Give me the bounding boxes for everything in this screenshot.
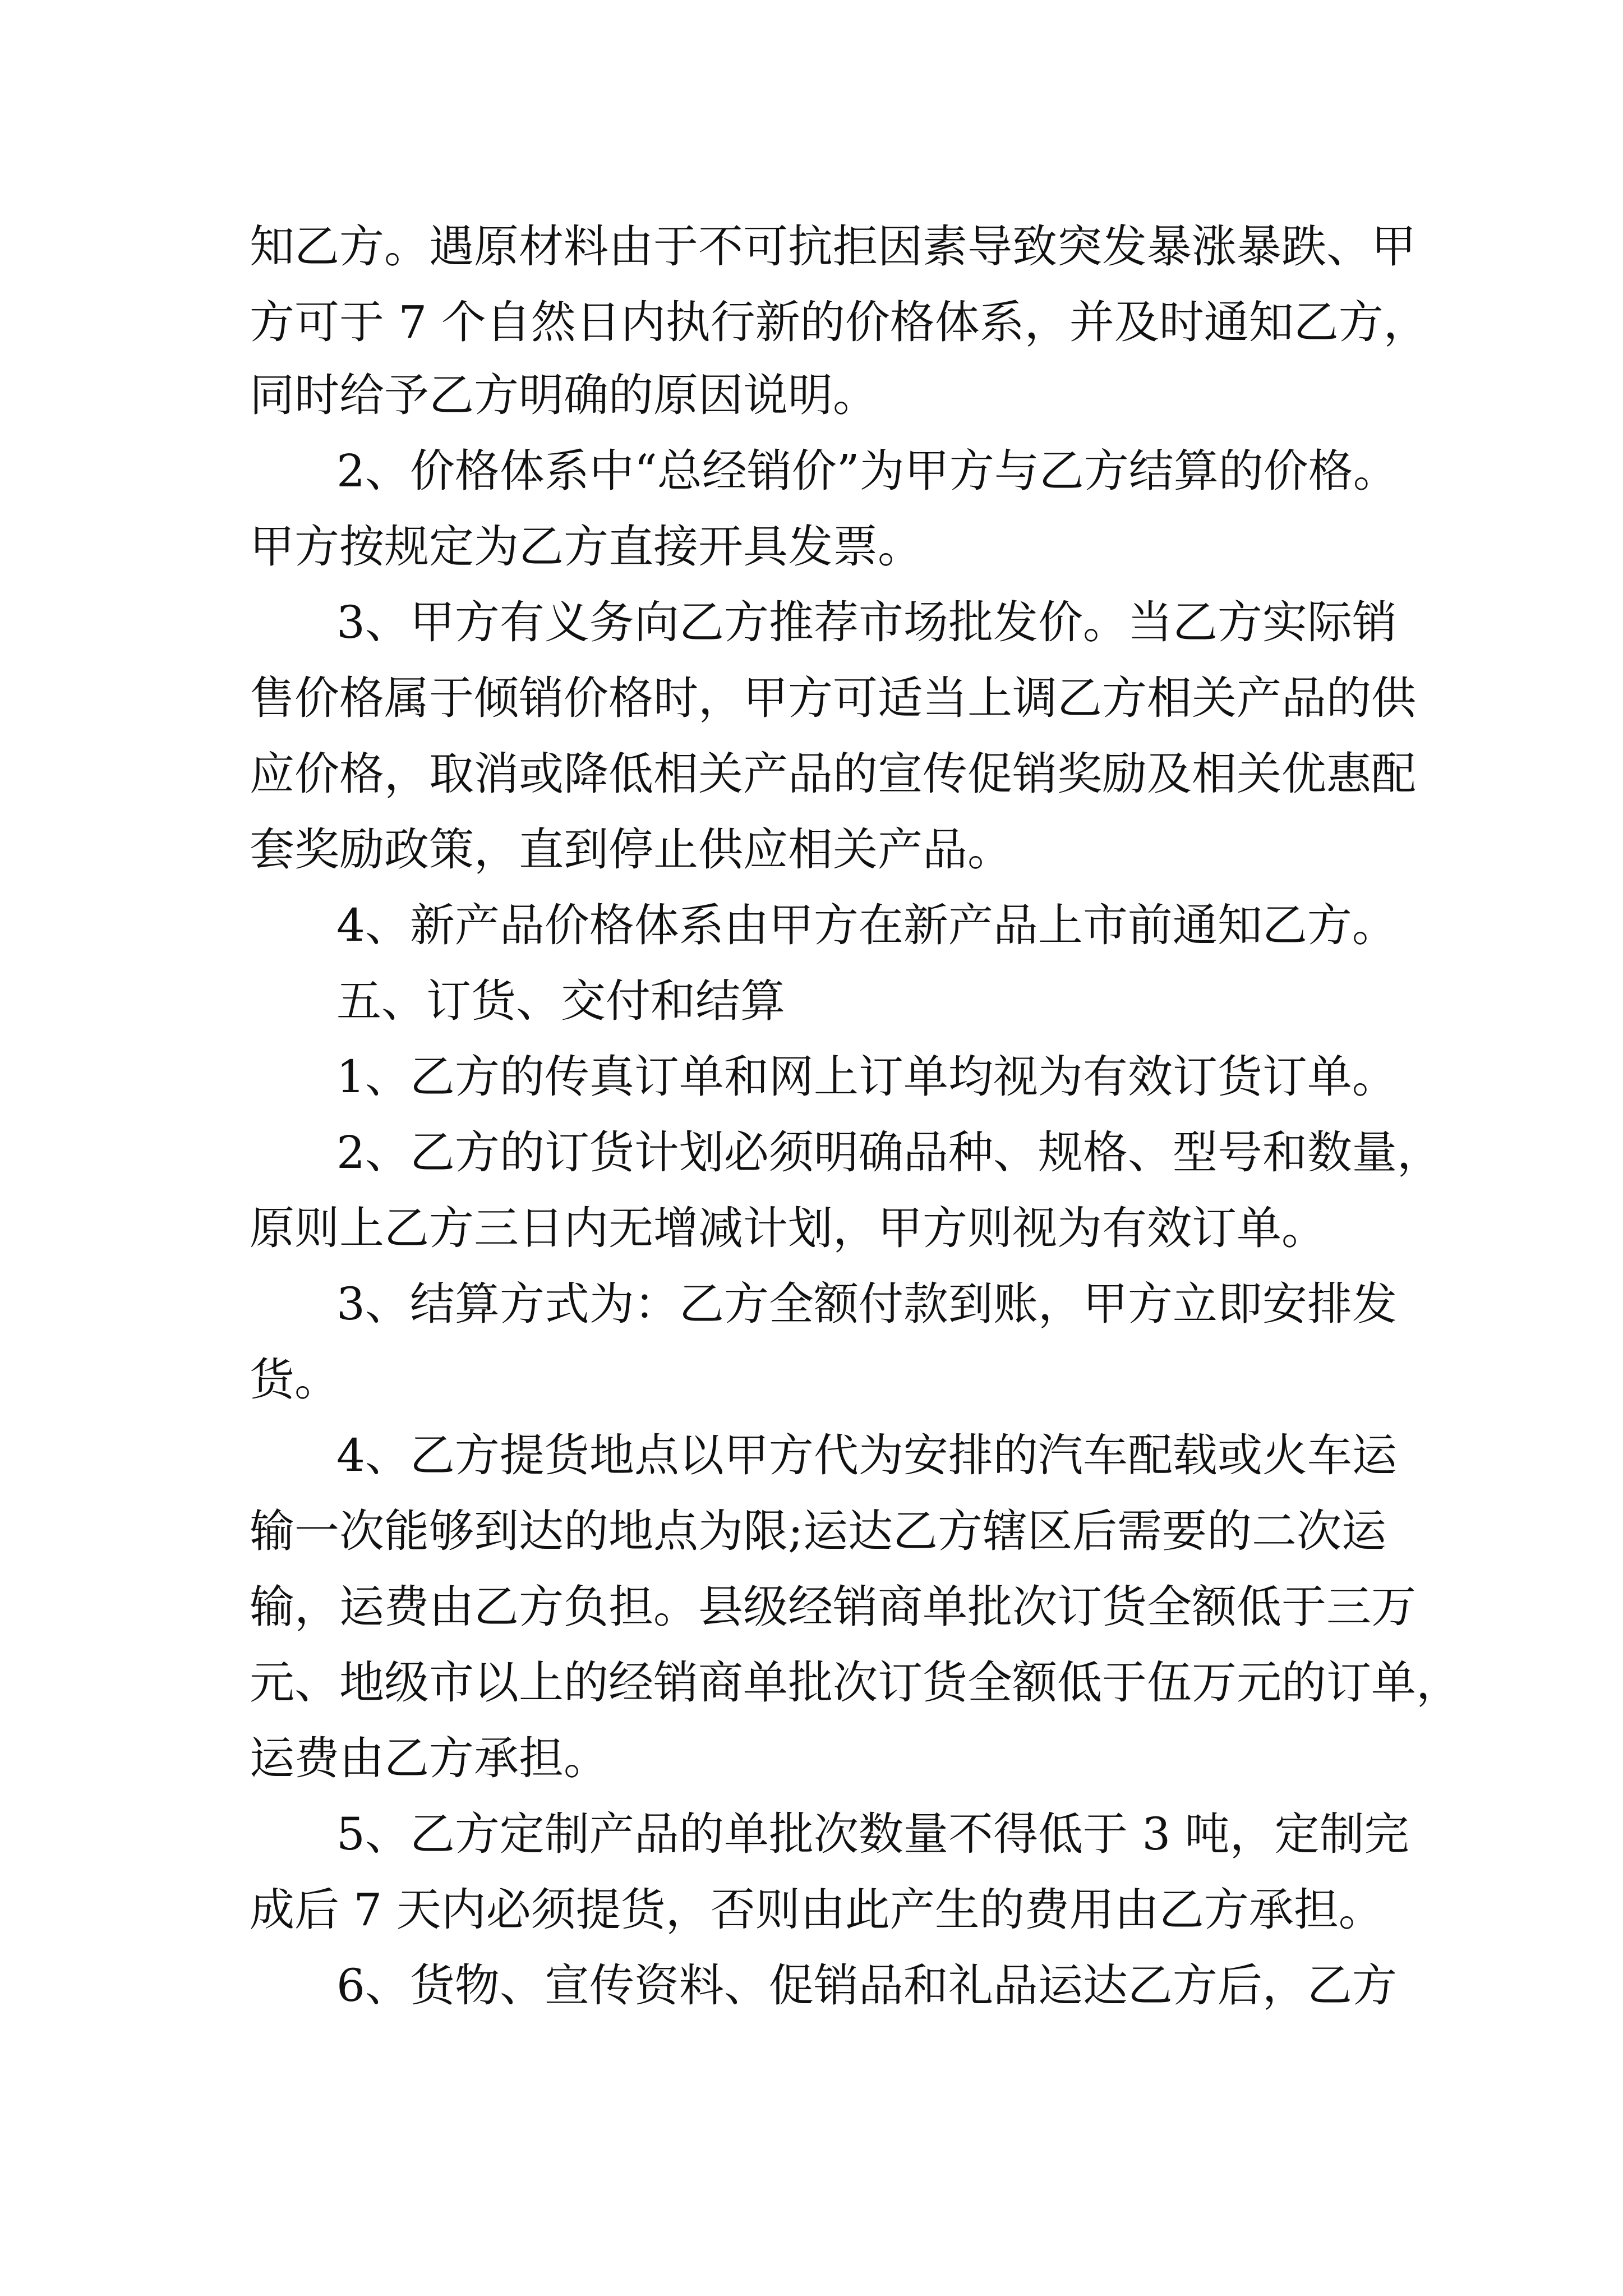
- paragraph-line: 2、价格体系中“总经销价”为甲方与乙方结算的价格。: [336, 445, 1398, 497]
- paragraph-line: 2、乙方的订货计划必须明确品种、规格、型号和数量，: [336, 1126, 1442, 1179]
- paragraph-line: 成后 7 天内必须提货，否则由此产生的费用由乙方承担。: [250, 1884, 1384, 1936]
- paragraph-line: 输一次能够到达的地点为限;运达乙方辖区后需要的二次运: [250, 1505, 1386, 1557]
- paragraph-line: 输，运费由乙方负担。县级经销商单批次订货全额低于三万: [250, 1581, 1416, 1633]
- paragraph-line: 货。: [250, 1354, 339, 1406]
- paragraph-line: 5、乙方定制产品的单批次数量不得低于 3 吨，定制完: [336, 1808, 1409, 1860]
- paragraph-line: 6、货物、宣传资料、促销品和礼品运达乙方后，乙方: [336, 1959, 1397, 2012]
- paragraph-line: 元、地级市以上的经销商单批次订货全额低于伍万元的订单，: [250, 1657, 1461, 1709]
- paragraph-line: 3、结算方式为：乙方全额付款到账，甲方立即安排发: [336, 1278, 1397, 1330]
- paragraph-line: 套奖励政策，直到停止供应相关产品。: [250, 823, 1012, 876]
- section-heading: 五、订货、交付和结算: [336, 975, 785, 1027]
- paragraph-line: 知乙方。遇原材料由于不可抗拒因素导致突发暴涨暴跌、甲: [250, 220, 1416, 273]
- paragraph-line: 方可于 7 个自然日内执行新的价格体系，并及时通知乙方，: [250, 296, 1428, 348]
- paragraph-line: 运费由乙方承担。: [250, 1732, 608, 1784]
- paragraph-line: 1、乙方的传真订单和网上订单均视为有效订货订单。: [336, 1051, 1397, 1103]
- paragraph-line: 4、新产品价格体系由甲方在新产品上市前通知乙方。: [336, 899, 1397, 951]
- paragraph-line: 甲方按规定为乙方直接开具发票。: [250, 521, 923, 573]
- paragraph-line: 原则上乙方三日内无增减计划，甲方则视为有效订单。: [250, 1202, 1326, 1254]
- paragraph-line: 应价格，取消或降低相关产品的宣传促销奖励及相关优惠配: [250, 748, 1416, 800]
- paragraph-line: 4、乙方提货地点以甲方代为安排的汽车配载或火车运: [336, 1429, 1397, 1481]
- paragraph-line: 3、甲方有义务向乙方推荐市场批发价。当乙方实际销: [336, 596, 1397, 648]
- paragraph-line: 售价格属于倾销价格时，甲方可适当上调乙方相关产品的供: [250, 672, 1416, 724]
- paragraph-line: 同时给予乙方明确的原因说明。: [250, 369, 878, 421]
